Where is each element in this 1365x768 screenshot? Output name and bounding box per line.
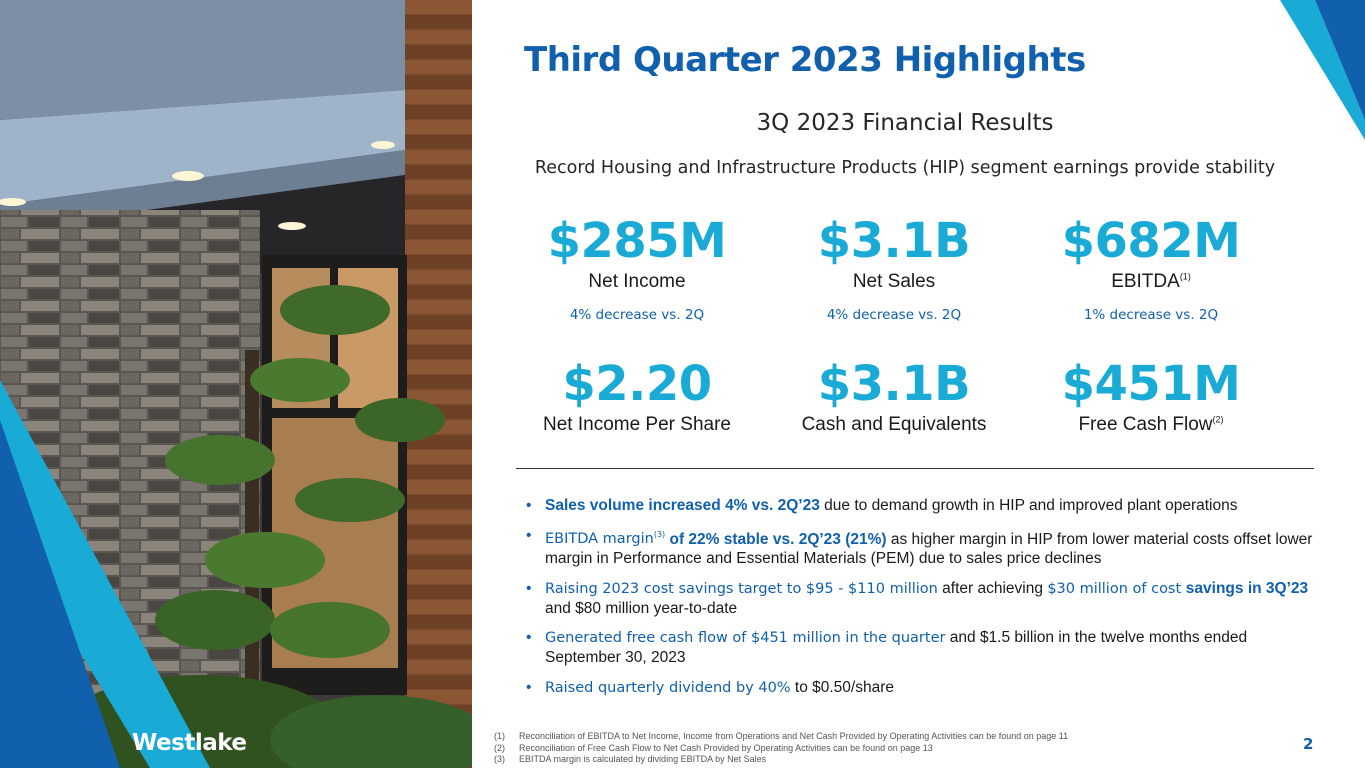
metric-eps (497, 356, 777, 436)
metric-net-sales (754, 213, 1034, 323)
metric-label: Cash and Equivalents (801, 414, 987, 435)
metric-label: Net Sales (852, 271, 936, 292)
metric-value: $2.20 (562, 356, 712, 412)
metric-label: Net Income (588, 271, 686, 292)
footnotes (494, 731, 1068, 766)
metric-value: $285M (547, 213, 727, 269)
page-title: Third Quarter 2023 Highlights (524, 40, 1086, 80)
footnote: (3) EBITDA margin is calculated by dividing EBITDA by Net Sales (494, 754, 767, 764)
footnote-ref: (1) (1179, 271, 1191, 282)
list-item: • Raised quarterly dividend by 40% to $0.50/share (526, 678, 895, 696)
list-item: • Raising 2023 cost savings target to $95 - $110 million after achieving $30 million of cost savings in 3Q’23 and $80 million year-to-date (526, 579, 1309, 617)
metric-value: $3.1B (817, 213, 971, 269)
metric-value: $682M (1061, 213, 1241, 269)
metric-label: Net Income Per Share (543, 414, 731, 435)
metric-label: Free Cash Flow$^{(2)}$ (1078, 414, 1224, 435)
bullet-icon: • (526, 497, 532, 514)
metric-cash (754, 356, 1034, 436)
metric-value: $451M (1061, 356, 1241, 412)
bullet-icon: • (526, 678, 532, 696)
highlights-list (526, 496, 1326, 707)
page-subtitle: 3Q 2023 Financial Results (756, 110, 1054, 136)
westlake-logo: Westlake (132, 730, 247, 756)
list-item: • Generated free cash flow of $451 million in the quarter and $1.5 billion in the twelve months ended September 30, 2023 (526, 629, 1248, 667)
bullet-icon: • (526, 629, 532, 647)
page-number: 2 (1303, 735, 1314, 753)
divider (516, 468, 1314, 469)
footnote-ref: (2) (1212, 414, 1224, 425)
metric-change: 1% decrease vs. 2Q (1083, 307, 1219, 323)
hero-photo (0, 0, 472, 768)
list-item: • EBITDA margin$^{(3)}$ of 22% stable vs. 2Q’23 (21%) as higher margin in HIP from lower material costs offset lower margin in Performance and Essential Materials (PEM) due to sales price declines (526, 526, 1313, 568)
metric-free-cash-flow (1011, 356, 1291, 436)
list-item: • Sales volume increased 4% vs. 2Q’23 due to demand growth in HIP and improved plant operations (526, 497, 1238, 514)
house-illustration (0, 0, 472, 768)
metric-change: 4% decrease vs. 2Q (569, 307, 705, 323)
bullet-icon: • (526, 526, 532, 544)
bullet-icon: • (526, 579, 532, 597)
metric-change: 4% decrease vs. 2Q (826, 307, 962, 323)
metric-ebitda (1011, 213, 1291, 323)
tagline: Record Housing and Infrastructure Products (HIP) segment earnings provide stability (534, 158, 1276, 178)
metric-net-income (497, 213, 777, 323)
metric-value: $3.1B (817, 356, 971, 412)
footnote: (1) Reconciliation of EBITDA to Net Income, Income from Operations and Net Cash Provided by Operating Activities can be found on page 11 (494, 731, 1069, 741)
footnote: (2) Reconciliation of Free Cash Flow to Net Cash Provided by Operating Activities can be found on page 13 (494, 742, 933, 753)
metric-label: EBITDA$^{(1)}$ (1111, 271, 1191, 292)
